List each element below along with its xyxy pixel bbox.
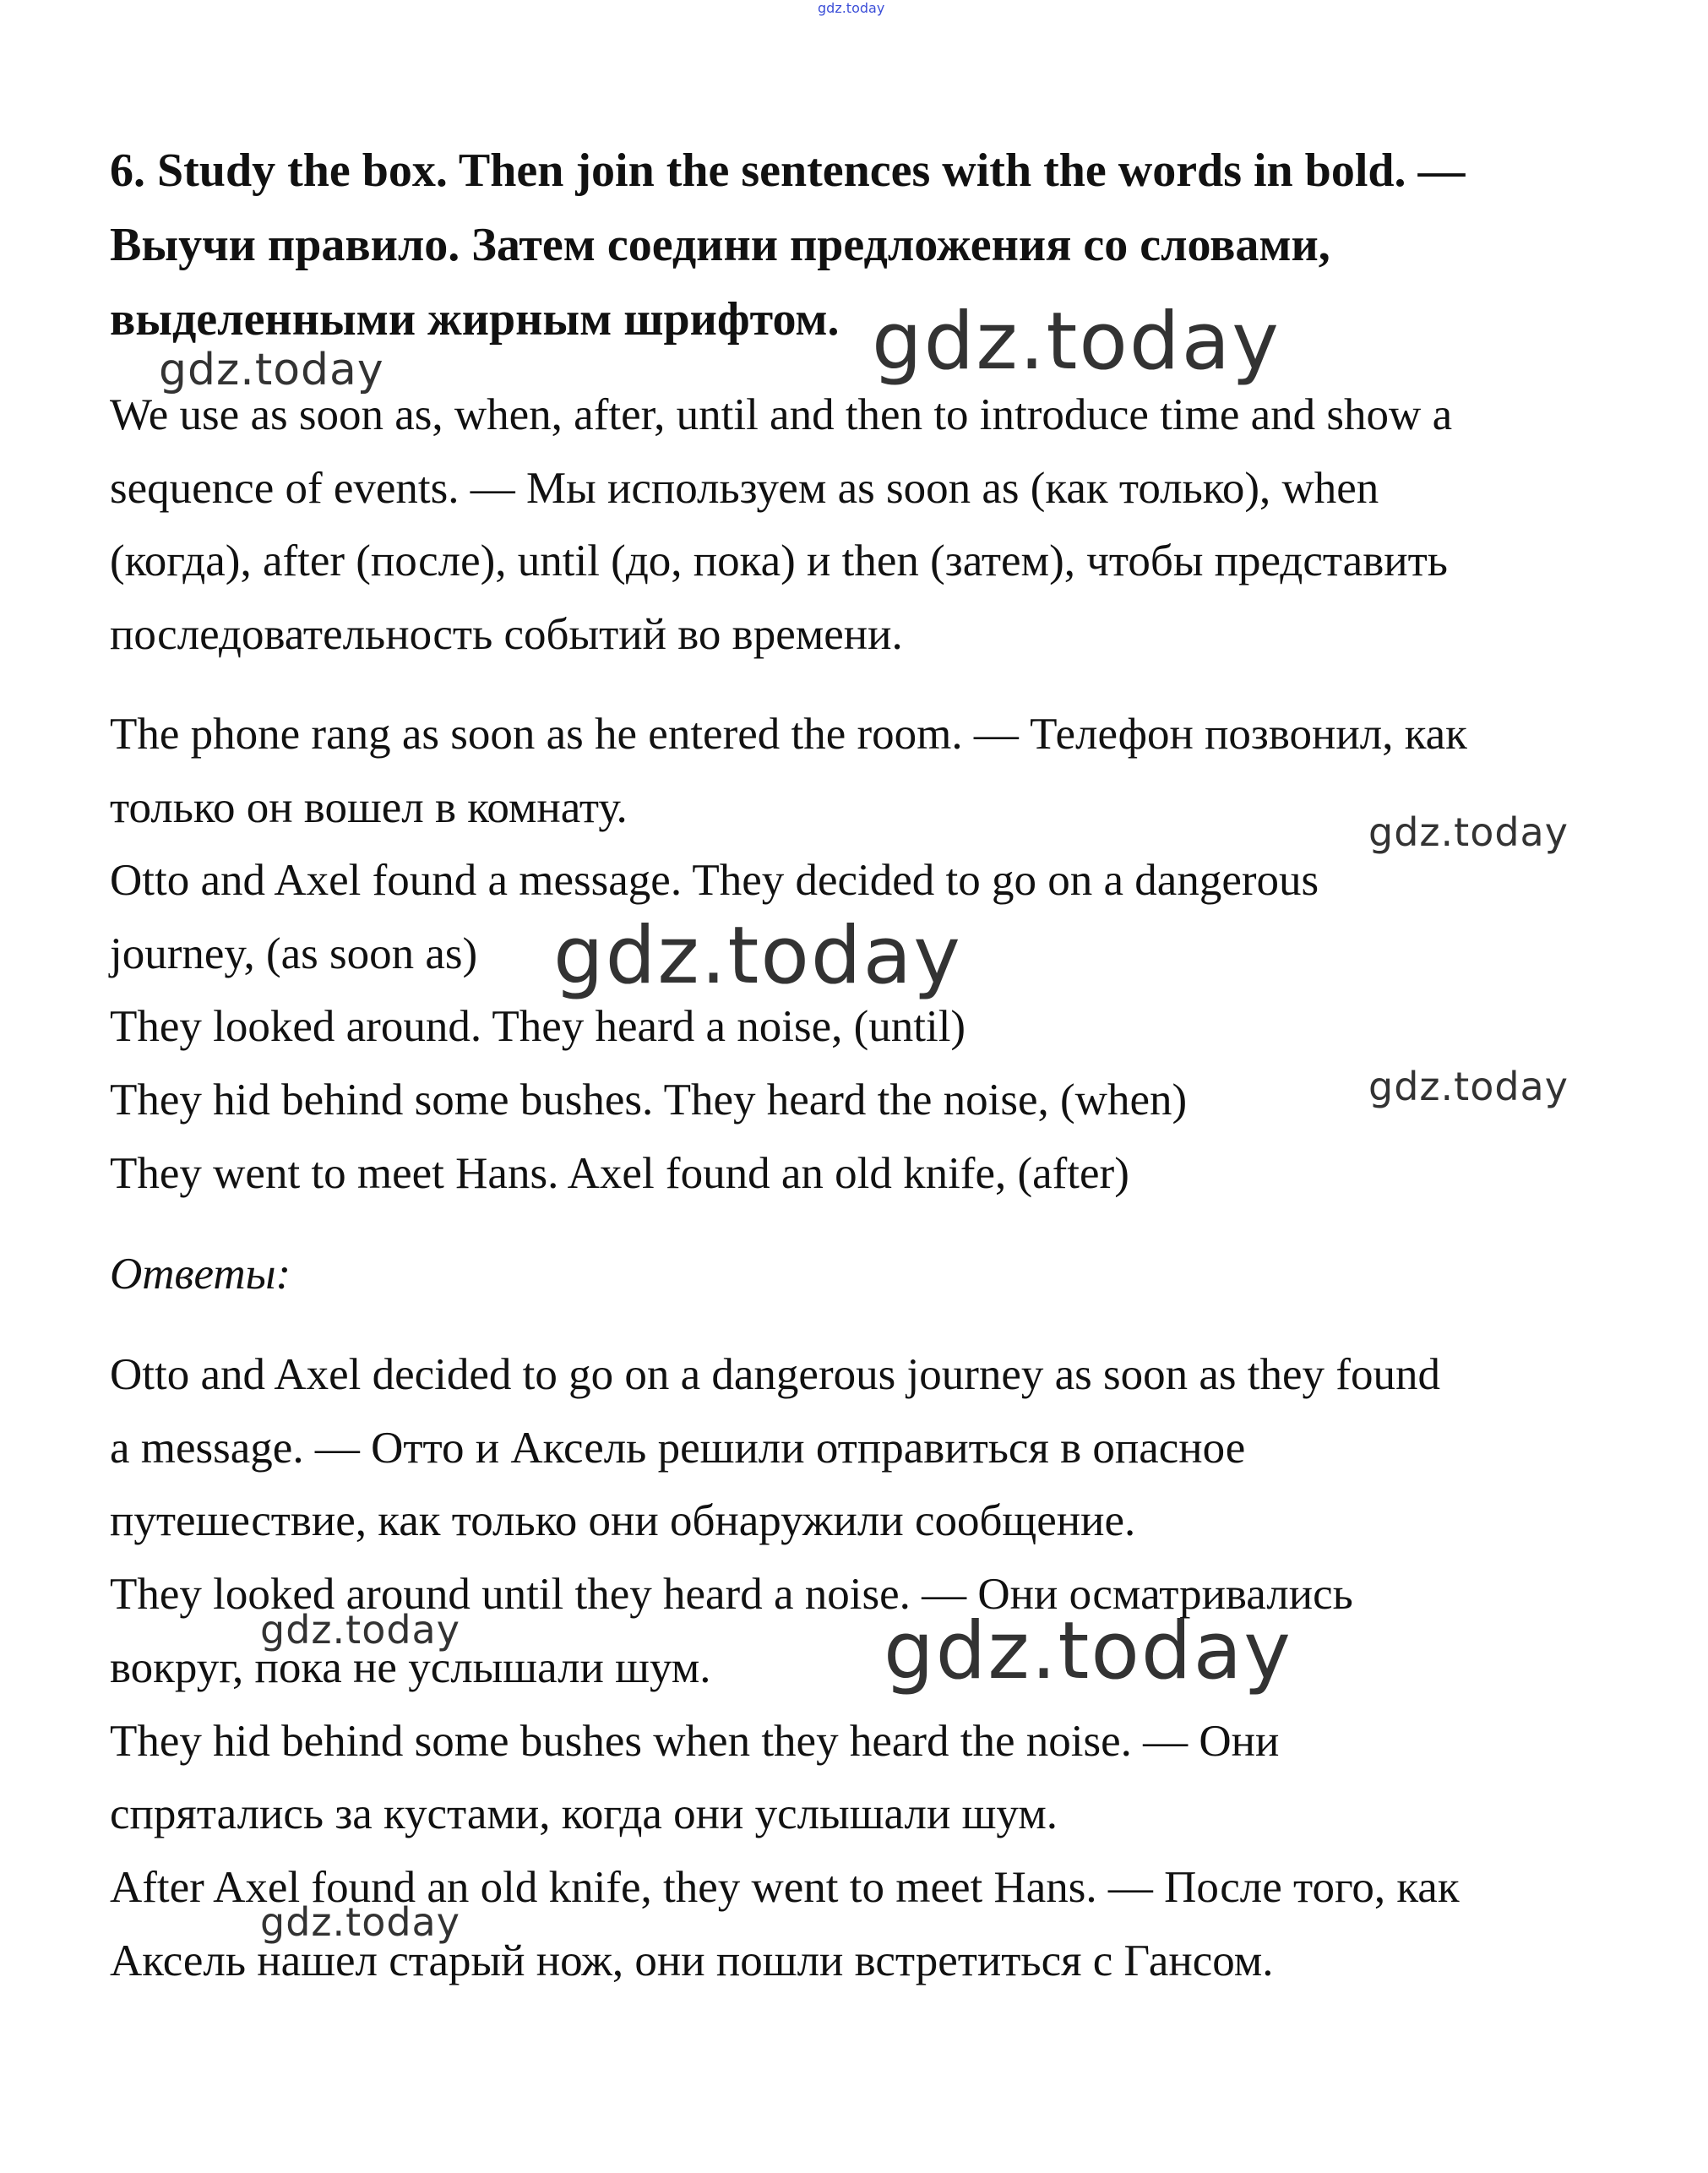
watermark: gdz.today <box>553 910 962 1002</box>
rule-line: последовательность событий во времени. <box>110 610 903 660</box>
rule-box-text <box>110 379 1630 672</box>
exercise-line: They went to meet Hans. Axel found an old knife, (after) <box>110 1148 1129 1198</box>
watermark: gdz.today <box>260 1607 460 1653</box>
example-line: только он вошел в комнату. <box>110 782 628 832</box>
answer-line: They hid behind some bushes when they heard the noise. — Они <box>110 1716 1280 1766</box>
answer-line: a message. — Отто и Аксель решили отправиться в опасное <box>110 1423 1246 1473</box>
heading-line: Выучи правило. Затем соедини предложения со словами, <box>110 219 1330 271</box>
watermark: gdz.today <box>884 1605 1292 1697</box>
exercise-heading <box>110 133 1613 357</box>
watermark: gdz.today <box>1368 1064 1569 1109</box>
answer-line: вокруг, пока не услышали шум. <box>110 1642 711 1692</box>
watermark: gdz.today <box>872 296 1281 388</box>
example-line: The phone rang as soon as he entered the room. — Телефон позвонил, как <box>110 710 1467 759</box>
rule-line: sequence of events. — Мы используем as soon as (как только), when <box>110 463 1379 513</box>
watermark: gdz.today <box>1368 809 1569 855</box>
heading-line: выделенными жирным шрифтом. <box>110 293 840 346</box>
rule-line: We use as soon as, when, after, until and then to introduce time and show a <box>110 390 1453 439</box>
rule-line: (когда), after (после), until (до, пока) и then (затем), чтобы представить <box>110 536 1448 586</box>
watermark-top: gdz.today <box>818 0 885 16</box>
exercise-line: They looked around. They heard a noise, (until) <box>110 1002 966 1052</box>
answer-line: спрятались за кустами, когда они услышали шум. <box>110 1789 1058 1839</box>
exercise-line: journey, (as soon as) <box>110 929 478 978</box>
answers-label: Ответы: <box>110 1250 291 1299</box>
heading-line: 6. Study the box. Then join the sentences with the words in bold. — <box>110 144 1466 197</box>
answer-line: After Axel found an old knife, they went to meet Hans. — После того, как <box>110 1862 1460 1912</box>
answer-line: Otto and Axel decided to go on a dangerous journey as soon as they found <box>110 1350 1440 1399</box>
exercise-sentences <box>110 844 1630 1211</box>
watermark: gdz.today <box>159 345 384 395</box>
exercise-line: Otto and Axel found a message. They decided to go on a dangerous <box>110 856 1319 905</box>
exercise-line: They hid behind some bushes. They heard the noise, (when) <box>110 1076 1188 1125</box>
watermark: gdz.today <box>260 1899 460 1945</box>
answer-line: They looked around until they heard a noise. — Они осматривались <box>110 1570 1353 1620</box>
answer-line: Аксель нашел старый нож, они пошли встретиться с Гансом. <box>110 1936 1274 1985</box>
answer-line: путешествие, как только они обнаружили сообщение. <box>110 1496 1136 1546</box>
